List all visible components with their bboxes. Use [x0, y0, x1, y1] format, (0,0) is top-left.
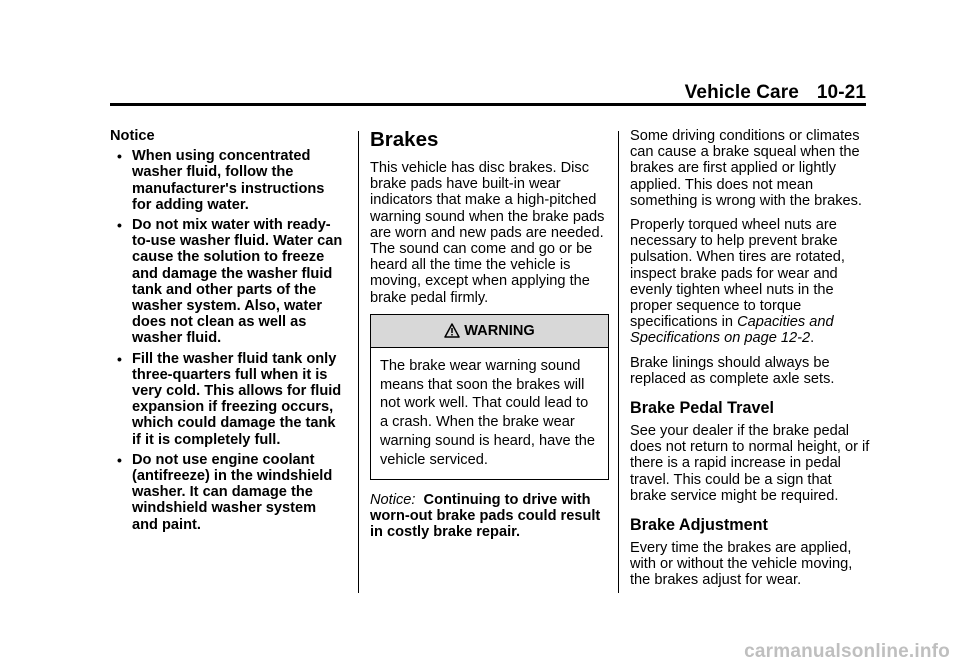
header-rule — [110, 103, 866, 106]
brake-adjustment-paragraph: Every time the brakes are applied, with or without the vehicle moving, the brakes adjust for wear. — [630, 540, 853, 589]
bullet-icon: • — [117, 148, 122, 165]
notice-paragraph — [370, 492, 610, 541]
brake-adjustment-heading: Brake Adjustment — [630, 516, 768, 535]
list-item — [110, 452, 345, 533]
bullet-icon: • — [117, 350, 122, 367]
period: . — [810, 330, 815, 347]
wheel-nuts-text: Properly torqued wheel nuts are necessary to help prevent brake pulsation. When tires are rotated, inspect brake pads for wear and evenly tighten wheel nuts in the proper sequence to torque specifications in — [630, 217, 845, 331]
pedal-travel-heading: Brake Pedal Travel — [630, 399, 774, 418]
brakes-heading: Brakes — [370, 128, 439, 151]
list-item — [110, 351, 345, 448]
list-item-text: Do not use engine coolant (antifreeze) in the windshield washer. It can damage the windshield washer system and paint. — [132, 451, 333, 533]
notice-label: Notice: — [370, 491, 416, 508]
header-text — [685, 82, 866, 104]
bullet-icon: • — [117, 217, 122, 234]
pedal-travel-paragraph: See your dealer if the brake pedal does not return to normal height, or if there is a rapid increase in pedal travel. This could be a sign that brake service might be required. — [630, 423, 870, 504]
page-header — [110, 78, 866, 102]
warning-text: The brake wear warning sound means that soon the brakes will not work well. That could lead to a crash. When the brake wear warning sound is heard, have the vehicle serviced. — [380, 357, 595, 468]
bullet-icon: • — [117, 451, 122, 468]
wheel-nuts-paragraph — [630, 217, 870, 347]
list-item — [110, 217, 345, 347]
warning-triangle-icon — [444, 323, 460, 338]
list-item-text: Fill the washer fluid tank only three-quarters full when it is very cold. This allows for fluid expansion if freezing occurs, which could damage the tank if it is completely full. — [132, 350, 342, 448]
column-1 — [110, 128, 345, 537]
notice-heading: Notice — [110, 128, 155, 144]
notice-list — [110, 148, 345, 533]
column-divider-1 — [358, 131, 359, 593]
squeal-paragraph: Some driving conditions or climates can cause a brake squeal when the brakes are first applied or lightly applied. This does not mean something is wrong with the brakes. — [630, 128, 862, 209]
warning-header — [371, 315, 608, 348]
brakes-intro: This vehicle has disc brakes. Disc brake pads have built-in wear indicators that make a high-pitched warning sound when the brake pads are worn and new pads are needed. The sound can come and go or be heard all the time the vehicle is moving, except when applying the brake pedal firmly. — [370, 160, 605, 306]
watermark: carmanualsonline.info — [744, 641, 950, 662]
column-2 — [370, 128, 610, 548]
linings-paragraph: Brake linings should always be replaced as complete axle sets. — [630, 354, 835, 387]
list-item — [110, 148, 345, 213]
column-divider-2 — [618, 131, 619, 593]
list-item-text: Do not mix water with ready-to-use washer fluid. Water can cause the solution to freeze and damage the washer fluid tank and other parts of the washer system. Also, water does not clean as well as washer fluid. — [132, 217, 343, 347]
page-number: 10-21 — [816, 82, 866, 103]
warning-title: WARNING — [464, 322, 535, 339]
notice-text: Continuing to drive with worn-out brake pads could result in costly brake repair. — [370, 491, 601, 541]
list-item-text: When using concentrated washer fluid, follow the manufacturer's instructions for adding water. — [132, 148, 325, 213]
column-3 — [630, 128, 870, 597]
cross-reference-link[interactable]: Capacities and Specifications on page 12-2 — [630, 314, 834, 347]
section-title: Vehicle Care — [684, 82, 799, 103]
warning-box — [370, 314, 609, 480]
